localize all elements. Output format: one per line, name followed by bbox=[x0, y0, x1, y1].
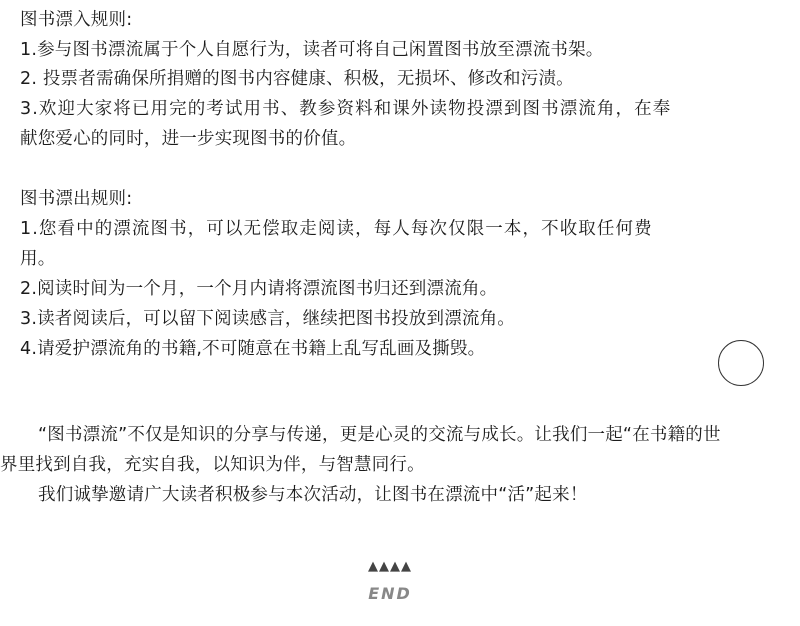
drift-out-rule-2: 2.阅读时间为一个月，一个月内请将漂流图书归还到漂流角。 bbox=[20, 279, 498, 299]
closing-invitation: 我们诚挚邀请广大读者积极参与本次活动，让图书在漂流中“活”起来！ bbox=[38, 485, 588, 505]
drift-in-rule-2: 2. 投票者需确保所捐赠的图书内容健康、积极，无损坏、修改和污渍。 bbox=[20, 69, 574, 89]
drift-in-rule-3: 3.欢迎大家将已用完的考试用书、教参资料和课外读物投漂到图书漂流角，在奉 bbox=[20, 99, 672, 119]
closing-paragraph-line-1: “图书漂流”不仅是知识的分享与传递，更是心灵的交流与成长。让我们一起“在书籍的世 bbox=[38, 425, 721, 445]
end-mark bbox=[330, 560, 450, 603]
drift-out-rule-4: 4.请爱护漂流角的书籍,不可随意在书籍上乱写乱画及撕毁。 bbox=[20, 339, 486, 359]
drift-out-title: 图书漂出规则: bbox=[20, 189, 133, 209]
closing-paragraph-line-2: 界里找到自我，充实自我，以知识为伴，与智慧同行。 bbox=[0, 455, 425, 475]
drift-in-rule-3-cont: 献您爱心的同时，进一步实现图书的价值。 bbox=[20, 129, 357, 149]
drift-out-rule-1-cont: 用。 bbox=[20, 249, 56, 269]
drift-in-rule-1: 1.参与图书漂流属于个人自愿行为，读者可将自己闲置图书放至漂流书架。 bbox=[20, 40, 604, 60]
triangle-icon: ▲▲▲▲ bbox=[368, 559, 412, 574]
end-label: END bbox=[368, 584, 412, 603]
drift-in-title: 图书漂入规则: bbox=[20, 10, 133, 30]
drift-out-rule-1: 1.您看中的漂流图书，可以无偿取走阅读，每人每次仅限一本，不收取任何费 bbox=[20, 219, 653, 239]
drift-out-rule-3: 3.读者阅读后，可以留下阅读感言，继续把图书投放到漂流角。 bbox=[20, 309, 515, 329]
circle-button[interactable] bbox=[718, 340, 764, 386]
